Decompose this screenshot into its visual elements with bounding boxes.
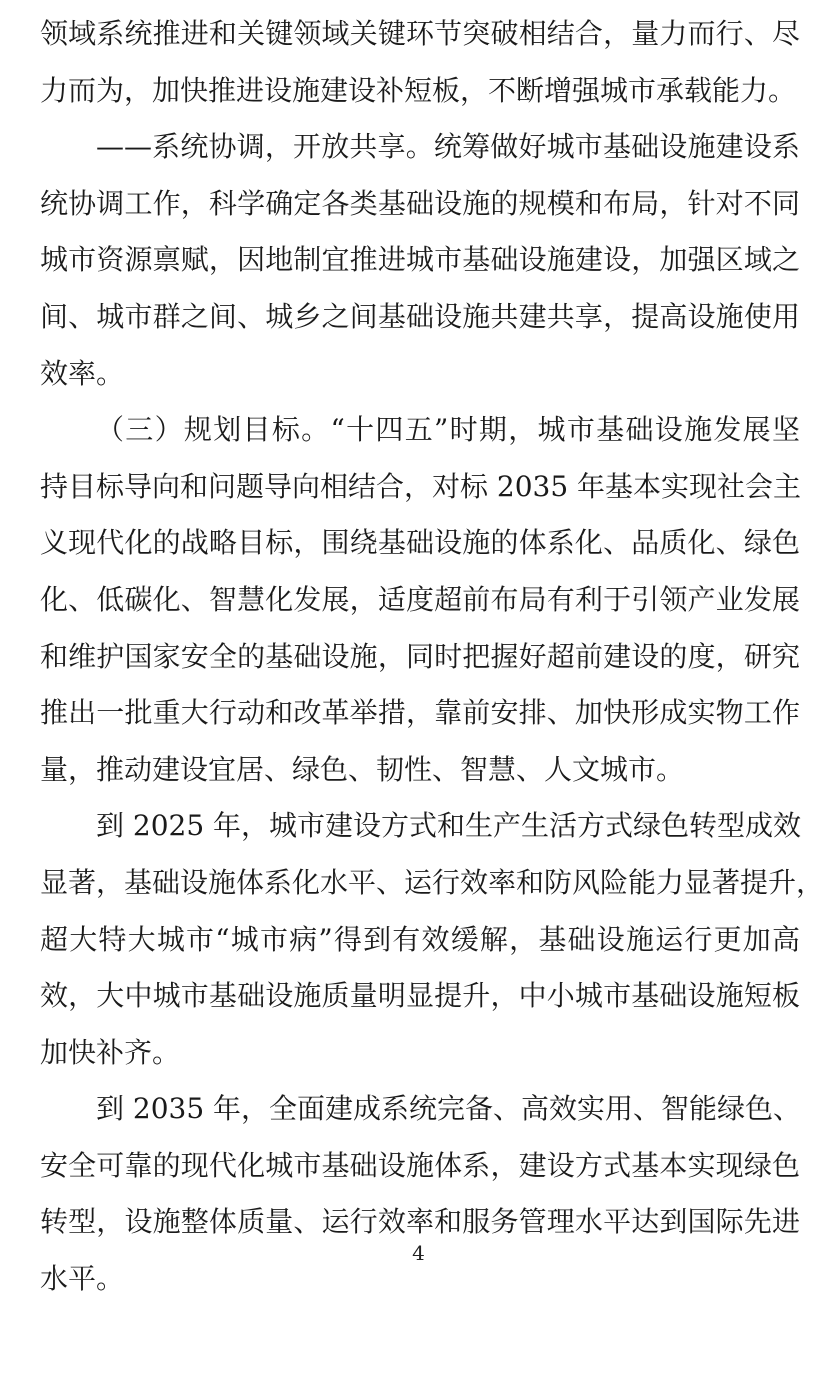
text-line: 城市资源禀赋，因地制宜推进城市基础设施建设，加强区域之 — [40, 243, 800, 277]
paragraph — [40, 6, 800, 119]
text-line: 超大特大城市“城市病”得到有效缓解，基础设施运行更加高 — [40, 922, 800, 956]
text-line: 显著，基础设施体系化水平、运行效率和防风险能力显著提升， — [40, 865, 825, 899]
text-line: 量，推动建设宜居、绿色、韧性、智慧、人文城市。 — [40, 752, 685, 786]
paragraph — [40, 798, 825, 1081]
text-line: （三）规划目标。“十四五”时期，城市基础设施发展坚 — [96, 413, 800, 447]
paragraph — [40, 402, 800, 798]
text-line: 化、低碳化、智慧化发展，适度超前布局有利于引领产业发展 — [40, 582, 800, 616]
text-line: 安全可靠的现代化城市基础设施体系，建设方式基本实现绿色 — [40, 1148, 800, 1182]
paragraph — [40, 119, 800, 402]
text-line: 推出一批重大行动和改革举措，靠前安排、加快形成实物工作 — [40, 696, 800, 730]
text-line: 水平。 — [40, 1262, 125, 1296]
text-line: 统协调工作，科学确定各类基础设施的规模和布局，针对不同 — [40, 186, 800, 220]
text-line: 到 2035 年，全面建成系统完备、高效实用、智能绿色、 — [96, 1092, 802, 1126]
text-line: 到 2025 年，城市建设方式和生产生活方式绿色转型成效 — [96, 809, 802, 843]
text-line: 力而为，加快推进设施建设补短板，不断增强城市承载能力。 — [40, 73, 797, 107]
text-line: 效，大中城市基础设施质量明显提升，中小城市基础设施短板 — [40, 979, 800, 1013]
text-line: 持目标导向和问题导向相结合，对标 2035 年基本实现社会主 — [40, 469, 802, 503]
body-text — [40, 6, 825, 1308]
paragraph — [40, 1081, 800, 1307]
text-line: 效率。 — [40, 356, 125, 390]
text-line: 义现代化的战略目标，围绕基础设施的体系化、品质化、绿色 — [40, 526, 800, 560]
page-number: 4 — [412, 1241, 425, 1265]
text-line: 领域系统推进和关键领域关键环节突破相结合，量力而行、尽 — [40, 17, 800, 50]
text-line: 转型，设施整体质量、运行效率和服务管理水平达到国际先进 — [40, 1205, 800, 1239]
text-line: 加快补齐。 — [40, 1035, 181, 1069]
text-line: 和维护国家安全的基础设施，同时把握好超前建设的度，研究 — [40, 639, 800, 673]
text-line: ——系统协调，开放共享。统筹做好城市基础设施建设系 — [96, 130, 800, 164]
text-line: 间、城市群之间、城乡之间基础设施共建共享，提高设施使用 — [40, 299, 800, 333]
